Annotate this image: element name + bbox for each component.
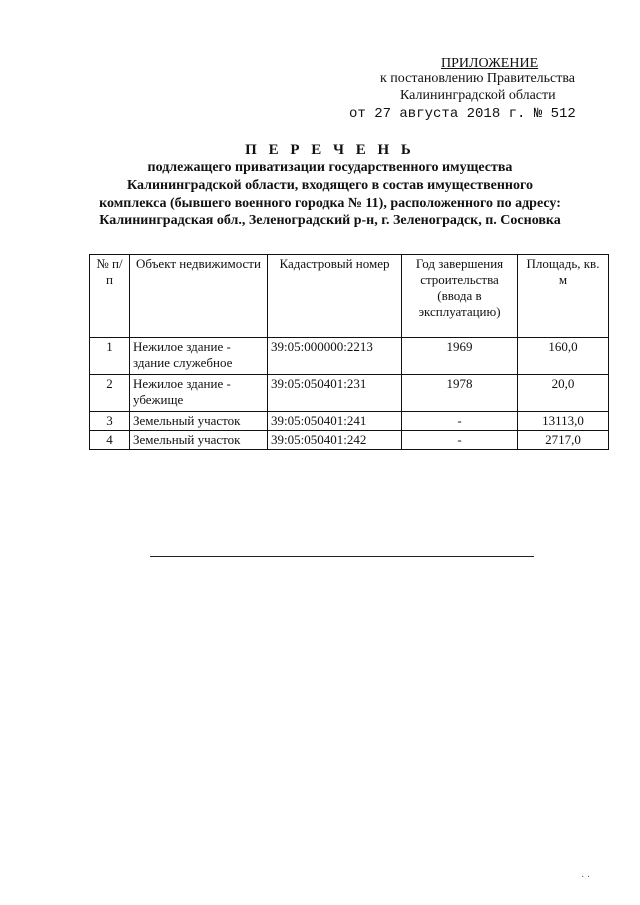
table-row bbox=[90, 338, 609, 375]
cell-cadastral: 39:05:050401:231 bbox=[268, 375, 402, 412]
subtitle-line-4: Калининградская обл., Зеленоградский р-н, г. Зеленоградск, п. Сосновка bbox=[99, 213, 561, 228]
subtitle-line-2: Калининградской области, входящего в состав имущественного bbox=[127, 178, 533, 193]
cell-cadastral: 39:05:050401:242 bbox=[268, 431, 402, 450]
cell-object: Нежилое здание - убежище bbox=[130, 375, 268, 412]
subtitle-line-3: комплекса (бывшего военного городка № 11), расположенного по адресу: bbox=[99, 196, 561, 211]
appendix-date-line: от 27 августа 2018 г. № 512 bbox=[349, 106, 576, 122]
cell-num: 3 bbox=[90, 412, 130, 431]
table-row bbox=[90, 431, 609, 450]
cell-area: 160,0 bbox=[518, 338, 609, 375]
cell-num: 2 bbox=[90, 375, 130, 412]
cell-object: Нежилое здание - здание служебное bbox=[130, 338, 268, 375]
cell-object: Земельный участок bbox=[130, 412, 268, 431]
cell-num: 4 bbox=[90, 431, 130, 450]
closing-rule bbox=[150, 556, 534, 557]
cell-year: - bbox=[402, 412, 518, 431]
property-table bbox=[89, 254, 609, 450]
cell-area: 13113,0 bbox=[518, 412, 609, 431]
table-row bbox=[90, 412, 609, 431]
header-num: № п/п bbox=[90, 255, 130, 338]
table-header-row bbox=[90, 255, 609, 338]
cell-cadastral: 39:05:000000:2213 bbox=[268, 338, 402, 375]
cell-num: 1 bbox=[90, 338, 130, 375]
cell-area: 2717,0 bbox=[518, 431, 609, 450]
header-object: Объект недвижимости bbox=[130, 255, 268, 338]
header-area: Площадь, кв. м bbox=[518, 255, 609, 338]
header-year: Год завершения строительства (ввода в эксплуатацию) bbox=[402, 255, 518, 338]
cell-cadastral: 39:05:050401:241 bbox=[268, 412, 402, 431]
cell-object: Земельный участок bbox=[130, 431, 268, 450]
header-cadastral: Кадастровый номер bbox=[268, 255, 402, 338]
cell-year: 1969 bbox=[402, 338, 518, 375]
document-title: П Е Р Е Ч Е Н Ь bbox=[245, 142, 415, 158]
cell-year: - bbox=[402, 431, 518, 450]
table-row bbox=[90, 375, 609, 412]
appendix-region-line: Калининградской области bbox=[400, 88, 556, 103]
cell-year: 1978 bbox=[402, 375, 518, 412]
appendix-title: ПРИЛОЖЕНИЕ bbox=[441, 56, 539, 71]
scan-mark: · · bbox=[581, 872, 591, 883]
appendix-resolution-line: к постановлению Правительства bbox=[380, 71, 576, 86]
subtitle-line-1: подлежащего приватизации государственного имущества bbox=[147, 160, 513, 175]
cell-area: 20,0 bbox=[518, 375, 609, 412]
